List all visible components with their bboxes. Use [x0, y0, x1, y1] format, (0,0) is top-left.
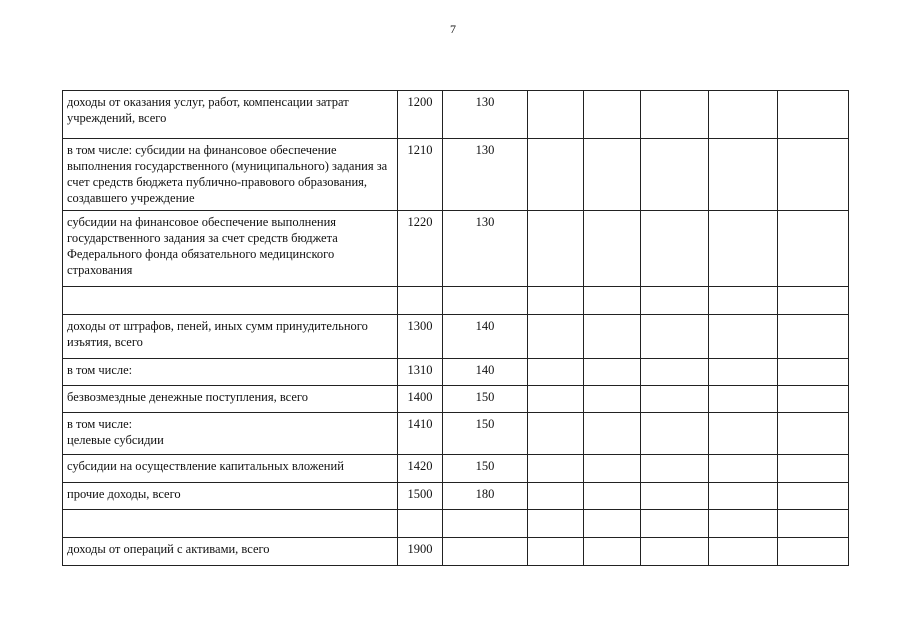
- row-kosgu-cell: 150: [443, 455, 528, 483]
- table-row: [63, 139, 849, 211]
- value-cell[interactable]: [641, 359, 709, 386]
- row-name-cell: [63, 510, 398, 538]
- row-kosgu-cell: 150: [443, 413, 528, 455]
- table-row: [63, 510, 849, 538]
- value-cell[interactable]: [709, 139, 778, 211]
- row-kosgu-cell: 140: [443, 315, 528, 359]
- value-cell[interactable]: [709, 211, 778, 287]
- value-cell[interactable]: [778, 359, 849, 386]
- value-cell[interactable]: [528, 413, 584, 455]
- row-kosgu-cell: 140: [443, 359, 528, 386]
- value-cell[interactable]: [641, 483, 709, 510]
- row-kosgu-cell: [443, 538, 528, 566]
- table-row: [63, 483, 849, 510]
- row-code-cell: 1220: [398, 211, 443, 287]
- value-cell[interactable]: [584, 538, 641, 566]
- table-row: [63, 211, 849, 287]
- row-code-cell: 1420: [398, 455, 443, 483]
- row-code-cell: 1500: [398, 483, 443, 510]
- value-cell[interactable]: [584, 211, 641, 287]
- value-cell[interactable]: [528, 455, 584, 483]
- value-cell[interactable]: [778, 91, 849, 139]
- row-kosgu-cell: 150: [443, 386, 528, 413]
- row-kosgu-cell: 130: [443, 211, 528, 287]
- value-cell[interactable]: [709, 538, 778, 566]
- value-cell[interactable]: [528, 139, 584, 211]
- table-row: [63, 455, 849, 483]
- row-code-cell: [398, 510, 443, 538]
- value-cell[interactable]: [709, 287, 778, 315]
- value-cell[interactable]: [778, 413, 849, 455]
- value-cell[interactable]: [584, 91, 641, 139]
- row-name-cell: субсидии на осуществление капитальных вложений: [63, 455, 398, 483]
- value-cell[interactable]: [584, 359, 641, 386]
- budget-table: [62, 90, 849, 566]
- value-cell[interactable]: [528, 386, 584, 413]
- table-row: [63, 91, 849, 139]
- value-cell[interactable]: [709, 510, 778, 538]
- row-code-cell: 1310: [398, 359, 443, 386]
- value-cell[interactable]: [709, 359, 778, 386]
- value-cell[interactable]: [528, 91, 584, 139]
- value-cell[interactable]: [584, 287, 641, 315]
- row-code-cell: 1400: [398, 386, 443, 413]
- row-name-cell: в том числе: целевые субсидии: [63, 413, 398, 455]
- row-code-cell: 1210: [398, 139, 443, 211]
- row-kosgu-cell: [443, 510, 528, 538]
- value-cell[interactable]: [528, 211, 584, 287]
- value-cell[interactable]: [641, 455, 709, 483]
- table-row: [63, 315, 849, 359]
- value-cell[interactable]: [641, 315, 709, 359]
- value-cell[interactable]: [528, 359, 584, 386]
- value-cell[interactable]: [709, 386, 778, 413]
- row-kosgu-cell: [443, 287, 528, 315]
- value-cell[interactable]: [778, 510, 849, 538]
- value-cell[interactable]: [709, 413, 778, 455]
- value-cell[interactable]: [528, 315, 584, 359]
- table-row: [63, 287, 849, 315]
- row-code-cell: 1410: [398, 413, 443, 455]
- row-name-cell: доходы от оказания услуг, работ, компенсации затрат учреждений, всего: [63, 91, 398, 139]
- value-cell[interactable]: [584, 386, 641, 413]
- row-name-cell: субсидии на финансовое обеспечение выполнения государственного задания за счет средств бюджета Федерального фонда обязательного медицинского страхования: [63, 211, 398, 287]
- value-cell[interactable]: [641, 91, 709, 139]
- value-cell[interactable]: [528, 510, 584, 538]
- table-row: [63, 386, 849, 413]
- value-cell[interactable]: [641, 211, 709, 287]
- row-name-cell: доходы от штрафов, пеней, иных сумм принудительного изъятия, всего: [63, 315, 398, 359]
- value-cell[interactable]: [709, 455, 778, 483]
- row-code-cell: 1900: [398, 538, 443, 566]
- row-code-cell: 1300: [398, 315, 443, 359]
- value-cell[interactable]: [584, 139, 641, 211]
- value-cell[interactable]: [584, 510, 641, 538]
- row-kosgu-cell: 180: [443, 483, 528, 510]
- value-cell[interactable]: [778, 538, 849, 566]
- row-name-cell: доходы от операций с активами, всего: [63, 538, 398, 566]
- value-cell[interactable]: [778, 139, 849, 211]
- value-cell[interactable]: [778, 483, 849, 510]
- value-cell[interactable]: [584, 413, 641, 455]
- value-cell[interactable]: [584, 455, 641, 483]
- table-row: [63, 538, 849, 566]
- value-cell[interactable]: [709, 483, 778, 510]
- value-cell[interactable]: [528, 483, 584, 510]
- value-cell[interactable]: [528, 538, 584, 566]
- row-kosgu-cell: 130: [443, 139, 528, 211]
- row-kosgu-cell: 130: [443, 91, 528, 139]
- value-cell[interactable]: [778, 211, 849, 287]
- value-cell[interactable]: [641, 538, 709, 566]
- value-cell[interactable]: [641, 510, 709, 538]
- value-cell[interactable]: [641, 287, 709, 315]
- value-cell[interactable]: [584, 315, 641, 359]
- value-cell[interactable]: [641, 413, 709, 455]
- value-cell[interactable]: [584, 483, 641, 510]
- row-name-cell: в том числе: субсидии на финансовое обеспечение выполнения государственного (муниципального) задания за счет средств бюджета публично-правового образования, создавшего учреждение: [63, 139, 398, 211]
- row-name-cell: безвозмездные денежные поступления, всего: [63, 386, 398, 413]
- table-row: [63, 359, 849, 386]
- value-cell[interactable]: [528, 287, 584, 315]
- page-number: 7: [450, 22, 456, 36]
- row-code-cell: [398, 287, 443, 315]
- value-cell[interactable]: [641, 139, 709, 211]
- value-cell[interactable]: [641, 386, 709, 413]
- value-cell[interactable]: [709, 91, 778, 139]
- value-cell[interactable]: [778, 386, 849, 413]
- value-cell[interactable]: [778, 287, 849, 315]
- value-cell[interactable]: [778, 455, 849, 483]
- value-cell[interactable]: [709, 315, 778, 359]
- row-name-cell: [63, 287, 398, 315]
- row-code-cell: 1200: [398, 91, 443, 139]
- table-row: [63, 413, 849, 455]
- value-cell[interactable]: [778, 315, 849, 359]
- row-name-cell: в том числе:: [63, 359, 398, 386]
- row-name-cell: прочие доходы, всего: [63, 483, 398, 510]
